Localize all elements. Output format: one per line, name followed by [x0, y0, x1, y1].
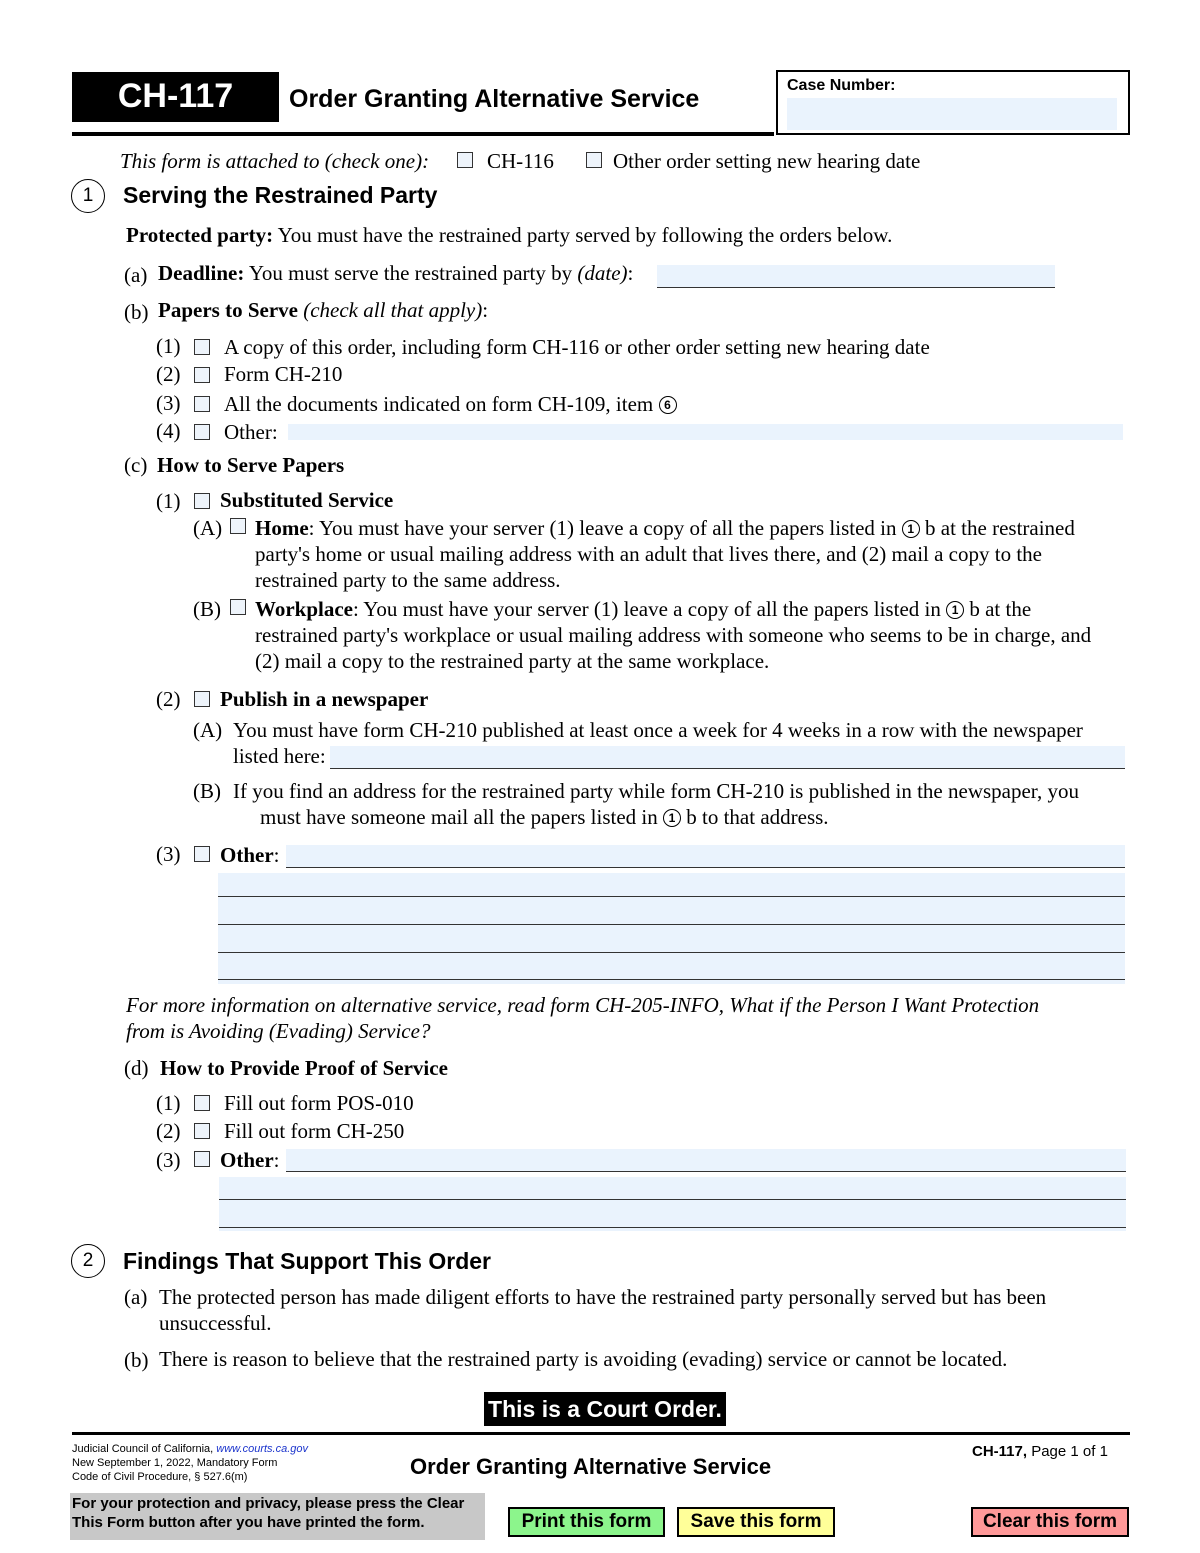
attached-ch116-checkbox[interactable]: [457, 152, 473, 168]
court-order-banner: This is a Court Order.: [484, 1392, 726, 1426]
form-id-box: [72, 72, 279, 122]
address-found-line-1: If you find an address for the restrained party while form CH-210 is published in the newspaper, you: [233, 779, 1079, 803]
proof-other-input[interactable]: [286, 1149, 1126, 1171]
c1b-label: (B): [193, 597, 221, 621]
c2-num: (2): [156, 687, 181, 711]
substituted-service-label: Substituted Service: [220, 488, 394, 512]
home-line-2: party's home or usual mailing address with an adult that lives there, and (2) mail a copy to the: [255, 542, 1042, 566]
proof-item-num: (1): [156, 1091, 181, 1115]
newspaper-name-input[interactable]: [330, 746, 1125, 768]
pos010-checkbox[interactable]: [194, 1095, 210, 1111]
substituted-service-checkbox[interactable]: [194, 493, 210, 509]
newspaper-line-2: listed here:: [233, 744, 326, 768]
footer-revised: New September 1, 2022, Mandatory Form: [72, 1457, 278, 1469]
item-6-ref-icon: 6: [659, 396, 677, 414]
c1a-label: (A): [193, 516, 223, 540]
papers-item-4-checkbox[interactable]: [194, 424, 210, 440]
proof-other-underline: [286, 1171, 1126, 1172]
proof-other-rule: [219, 1199, 1126, 1200]
serve-other-rule: [218, 952, 1125, 953]
papers-item-num: (3): [156, 391, 181, 415]
home-line-3: restrained party to the same address.: [255, 568, 561, 592]
item-a-label: (a): [124, 263, 148, 287]
footer-page-info: CH-117, Page 1 of 1: [972, 1443, 1108, 1460]
finding-a-line-1: The protected person has made diligent efforts to have the restrained party personally served but has been: [159, 1285, 1047, 1309]
proof-of-service-heading: How to Provide Proof of Service: [160, 1056, 448, 1080]
c1-num: (1): [156, 489, 181, 513]
serve-other-rule: [218, 896, 1125, 897]
c2b-label: (B): [193, 779, 221, 803]
proof-item-num: (3): [156, 1148, 181, 1172]
info-note-line-1: For more information on alternative service, read form CH-205-INFO, What if the Person I Want Protection: [126, 993, 1040, 1017]
protected-party-text: Protected party: You must have the restrained party served by following the orders below.: [126, 223, 893, 247]
case-number-box: [776, 70, 1130, 135]
papers-item-2-label: Form CH-210: [224, 362, 343, 386]
proof-other-checkbox[interactable]: [194, 1151, 210, 1167]
item-d-label: (d): [124, 1056, 149, 1080]
proof-item-num: (2): [156, 1119, 181, 1143]
papers-item-3-checkbox[interactable]: [194, 396, 210, 412]
print-form-button[interactable]: Print this form: [508, 1507, 665, 1537]
deadline-underline: [657, 287, 1055, 288]
how-to-serve-heading: How to Serve Papers: [157, 453, 345, 477]
item-b-label: (b): [124, 300, 149, 324]
workplace-line-3: (2) mail a copy to the restrained party at the same workplace.: [255, 649, 770, 673]
finding-a-line-2: unsuccessful.: [159, 1311, 272, 1335]
home-checkbox[interactable]: [230, 518, 246, 534]
deadline-text: Deadline: You must serve the restrained party by (date):: [158, 261, 634, 285]
publish-newspaper-label: Publish in a newspaper: [220, 687, 429, 711]
section-2-title: Findings That Support This Order: [123, 1248, 491, 1274]
serve-other-underline: [286, 867, 1125, 868]
papers-item-num: (2): [156, 362, 181, 386]
workplace-line-2: restrained party's workplace or usual mailing address with someone who seems to be in charge, and: [255, 623, 1092, 647]
finding-a-label: (a): [124, 1285, 148, 1309]
papers-item-3-label: All the documents indicated on form CH-109, item 6: [224, 391, 677, 417]
section-2-number: 2: [71, 1244, 105, 1278]
item-1-ref-icon: 1: [946, 601, 964, 619]
serve-other-rule: [218, 924, 1125, 925]
publish-newspaper-checkbox[interactable]: [194, 691, 210, 707]
newspaper-line-1: You must have form CH-210 published at least once a week for 4 weeks in a row with the newspaper: [233, 718, 1083, 742]
section-1-number: 1: [71, 179, 105, 213]
papers-item-num: (4): [156, 419, 181, 443]
clear-form-button[interactable]: Clear this form: [971, 1507, 1129, 1537]
deadline-date-input[interactable]: [657, 265, 1055, 287]
workplace-line-1: Workplace: You must have your server (1) leave a copy of all the papers listed in 1 b at the: [255, 597, 1032, 621]
form-title: Order Granting Alternative Service: [289, 85, 700, 113]
newspaper-underline: [330, 768, 1125, 769]
papers-item-4-label: Other:: [224, 420, 278, 444]
attached-ch116-label: CH-116: [487, 149, 554, 173]
case-number-input[interactable]: [787, 98, 1117, 130]
serve-other-label: Other:: [220, 843, 280, 867]
attached-prompt: This form is attached to (check one):: [120, 149, 430, 173]
workplace-checkbox[interactable]: [230, 599, 246, 615]
papers-item-1-checkbox[interactable]: [194, 339, 210, 355]
serve-other-rule: [218, 979, 1125, 980]
home-line-1: Home: You must have your server (1) leave a copy of all the papers listed in 1 b at the restrained: [255, 516, 1075, 540]
pos010-label: Fill out form POS-010: [224, 1091, 414, 1115]
papers-to-serve-heading: Papers to Serve (check all that apply):: [158, 298, 489, 322]
footer-rule: [72, 1432, 1130, 1435]
proof-other-textarea[interactable]: [219, 1177, 1126, 1231]
save-form-button[interactable]: Save this form: [677, 1507, 835, 1537]
info-note-line-2: from is Avoiding (Evading) Service?: [126, 1019, 431, 1043]
privacy-line-2: This Form button after you have printed the form.: [72, 1514, 425, 1531]
case-number-label: Case Number:: [787, 77, 896, 94]
header-rule: [72, 132, 774, 136]
item-1-ref-icon: 1: [902, 520, 920, 538]
privacy-notice: [70, 1493, 485, 1540]
attached-other-checkbox[interactable]: [586, 152, 602, 168]
form-id: CH-117: [117, 77, 234, 115]
serve-other-input[interactable]: [286, 845, 1125, 867]
ch250-label: Fill out form CH-250: [224, 1119, 405, 1143]
item-1-ref-icon: 1: [663, 809, 681, 827]
papers-other-input[interactable]: [288, 424, 1123, 440]
footer-title: Order Granting Alternative Service: [410, 1454, 772, 1479]
c2a-label: (A): [193, 718, 223, 742]
finding-b-text: There is reason to believe that the restrained party is avoiding (evading) service or cannot be located.: [159, 1347, 1008, 1371]
footer-code: Code of Civil Procedure, § 527.6(m): [72, 1471, 248, 1483]
papers-item-num: (1): [156, 334, 181, 358]
papers-item-2-checkbox[interactable]: [194, 367, 210, 383]
proof-other-rule: [219, 1227, 1126, 1228]
papers-item-1-label: A copy of this order, including form CH-116 or other order setting new hearing date: [224, 335, 930, 359]
privacy-line-1: For your protection and privacy, please press the Clear: [72, 1495, 465, 1512]
proof-other-label: Other:: [220, 1148, 280, 1172]
item-c-label: (c): [124, 453, 148, 477]
website-link[interactable]: www.courts.ca.gov: [216, 1443, 308, 1455]
c3-num: (3): [156, 842, 181, 866]
section-1-title: Serving the Restrained Party: [123, 182, 438, 208]
attached-other-label: Other order setting new hearing date: [613, 149, 921, 173]
footer-council: Judicial Council of California, www.courts.ca.gov: [72, 1443, 308, 1455]
finding-b-label: (b): [124, 1348, 149, 1372]
serve-other-textarea[interactable]: [218, 873, 1125, 984]
serve-other-checkbox[interactable]: [194, 846, 210, 862]
ch250-checkbox[interactable]: [194, 1123, 210, 1139]
address-found-line-2: must have someone mail all the papers listed in 1 b to that address.: [260, 805, 829, 829]
